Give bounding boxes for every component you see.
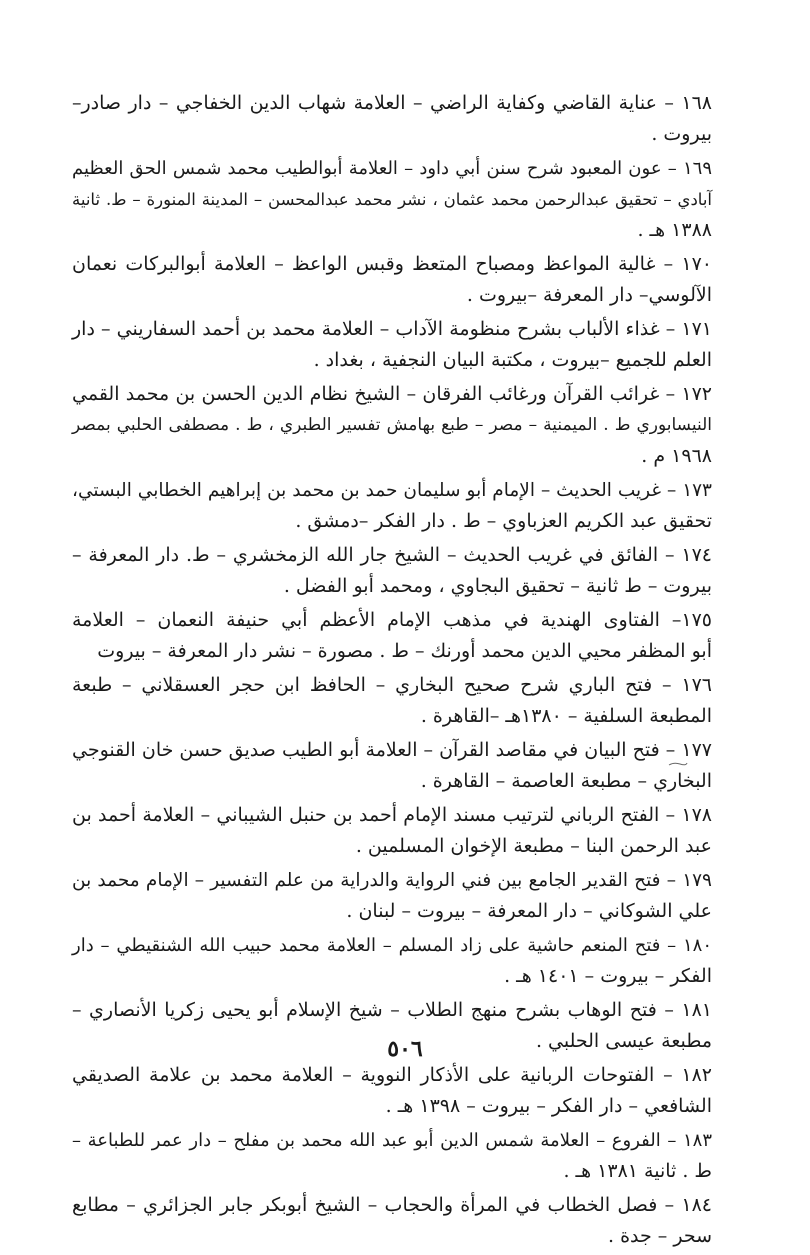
bibliography-entry bbox=[72, 930, 712, 992]
entry-line: الشافعي – دار الفكر – بيروت – ١٣٩٨ هـ . bbox=[385, 1095, 712, 1117]
entry-line: ١٦٩ – عون المعبود شرح سنن أبي داود – العلامة أبوالطيب محمد شمس الحق العظيم bbox=[72, 158, 712, 179]
entry-line: ط . ثانية ١٣٨١ هـ . bbox=[563, 1160, 712, 1182]
entry-line: ١٧٢ – غرائب القرآن ورغائب الفرقان – الشيخ نظام الدين الحسن بن محمد القمي bbox=[72, 383, 712, 405]
bibliography-entry bbox=[72, 1060, 712, 1122]
entry-line: ١٦٨ – عناية القاضي وكفاية الراضي – العلامة شهاب الدين الخفاجي – دار صادر– bbox=[72, 92, 712, 114]
bibliography-entry bbox=[72, 1125, 712, 1187]
bibliography-entry bbox=[72, 1190, 712, 1252]
entry-line: ١٧٠ – غالية المواعظ ومصباح المتعظ وقبس الواعظ – العلامة أبوالبركات نعمان bbox=[72, 253, 712, 275]
entry-line: ١٧١ – غذاء الألباب بشرح منظومة الآداب – العلامة محمد بن أحمد السفاريني – دار bbox=[72, 318, 712, 340]
entry-line: بيروت . bbox=[651, 123, 712, 145]
margin-tick-icon bbox=[668, 760, 688, 768]
entry-line: تحقيق عبد الكريم العزباوي – ط . دار الفكر –دمشق . bbox=[295, 510, 712, 532]
bibliography-entry bbox=[72, 800, 712, 862]
bibliography-page bbox=[72, 88, 712, 1255]
entry-line: ١٨٢ – الفتوحات الربانية على الأذكار النووية – العلامة محمد بن علامة الصديقي bbox=[72, 1064, 712, 1086]
entry-line: بيروت – ط ثانية – تحقيق البجاوي ، ومحمد أبو الفضل . bbox=[283, 575, 712, 597]
entry-line: الآلوسي– دار المعرفة –بيروت . bbox=[466, 284, 712, 306]
entry-line: آبادي – تحقيق عبدالرحمن محمد عثمان ، نشر محمد عبدالمحسن – المدينة المنورة – ط. ثانية bbox=[72, 190, 712, 209]
entry-line: ١٩٦٨ م . bbox=[641, 445, 712, 467]
bibliography-entry bbox=[72, 153, 712, 246]
entry-line: مطبعة عيسى الحلبي . bbox=[535, 1030, 712, 1052]
entry-line: النيسابوري ط . الميمنية – مصر – طبع بهامش تفسير الطبري ، ط . مصطفى الحلبي بمصر bbox=[72, 415, 712, 435]
entry-line: ١٧٤ – الفائق في غريب الحديث – الشيخ جار الله الزمخشري – ط. دار المعرفة – bbox=[72, 544, 712, 566]
margin-tick-mark bbox=[668, 756, 688, 772]
entry-line: ١٨٣ – الفروع – العلامة شمس الدين أبو عبد الله محمد بن مفلح – دار عمر للطباعة – bbox=[72, 1130, 712, 1151]
bibliography-entry bbox=[72, 735, 712, 797]
bibliography-entry bbox=[72, 249, 712, 311]
entry-line: المطبعة السلفية – ١٣٨٠هـ –القاهرة . bbox=[420, 705, 712, 727]
entry-line: ١٧٣ – غريب الحديث – الإمام أبو سليمان حمد بن محمد بن إبراهيم الخطابي البستي، bbox=[72, 480, 712, 501]
entry-line: عبد الرحمن البنا – مطبعة الإخوان المسلمين . bbox=[355, 835, 712, 857]
entry-line: البخاري – مطبعة العاصمة – القاهرة . bbox=[420, 770, 712, 792]
entry-line: ١٨٤ – فصل الخطاب في المرأة والحجاب – الشيخ أبوبكر جابر الجزائري – مطابع bbox=[72, 1194, 712, 1216]
bibliography-entry bbox=[72, 865, 712, 927]
bibliography-entry bbox=[72, 314, 712, 376]
bibliography-entry bbox=[72, 475, 712, 537]
page-number: ٥٠٦ bbox=[387, 1036, 423, 1062]
bibliography-entry bbox=[72, 379, 712, 472]
entry-line: الفكر – بيروت – ١٤٠١ هـ . bbox=[504, 965, 712, 987]
entry-line: ١٧٨ – الفتح الرباني لترتيب مسند الإمام أحمد بن حنبل الشيباني – العلامة أحمد بن bbox=[72, 804, 712, 826]
bibliography-entry bbox=[72, 540, 712, 602]
entry-line: ١٨٠ – فتح المنعم حاشية على زاد المسلم – العلامة محمد حبيب الله الشنقيطي – دار bbox=[72, 935, 712, 956]
entry-line: العلم للجميع –بيروت ، مكتبة البيان النجفية ، بغداد . bbox=[313, 349, 712, 371]
bibliography-entry bbox=[72, 88, 712, 150]
entry-line: ١٣٨٨ هـ . bbox=[637, 219, 712, 241]
entry-line: ١٧٧ – فتح البيان في مقاصد القرآن – العلامة أبو الطيب صديق حسن خان القنوجي bbox=[72, 739, 712, 761]
entry-line: علي الشوكاني – دار المعرفة – بيروت – لبنان . bbox=[346, 900, 712, 922]
entry-line: ١٧٩ – فتح القدير الجامع بين فني الرواية والدراية من علم التفسير – الإمام محمد بن bbox=[72, 870, 712, 891]
entry-line: سحر – جدة . bbox=[608, 1225, 712, 1247]
entry-line: ١٧٥– الفتاوى الهندية في مذهب الإمام الأعظم أبي حنيفة النعمان – العلامة bbox=[72, 609, 712, 631]
bibliography-entry bbox=[72, 605, 712, 667]
bibliography-entry bbox=[72, 670, 712, 732]
entry-line: ١٧٦ – فتح الباري شرح صحيح البخاري – الحافظ ابن حجر العسقلاني – طبعة bbox=[72, 674, 712, 696]
entry-line: أبو المظفر محيي الدين محمد أورنك – ط . مصورة – نشر دار المعرفة – بيروت bbox=[97, 640, 712, 662]
entry-line: ١٨١ – فتح الوهاب بشرح منهج الطلاب – شيخ الإسلام أبو يحيى زكريا الأنصاري – bbox=[72, 999, 712, 1021]
